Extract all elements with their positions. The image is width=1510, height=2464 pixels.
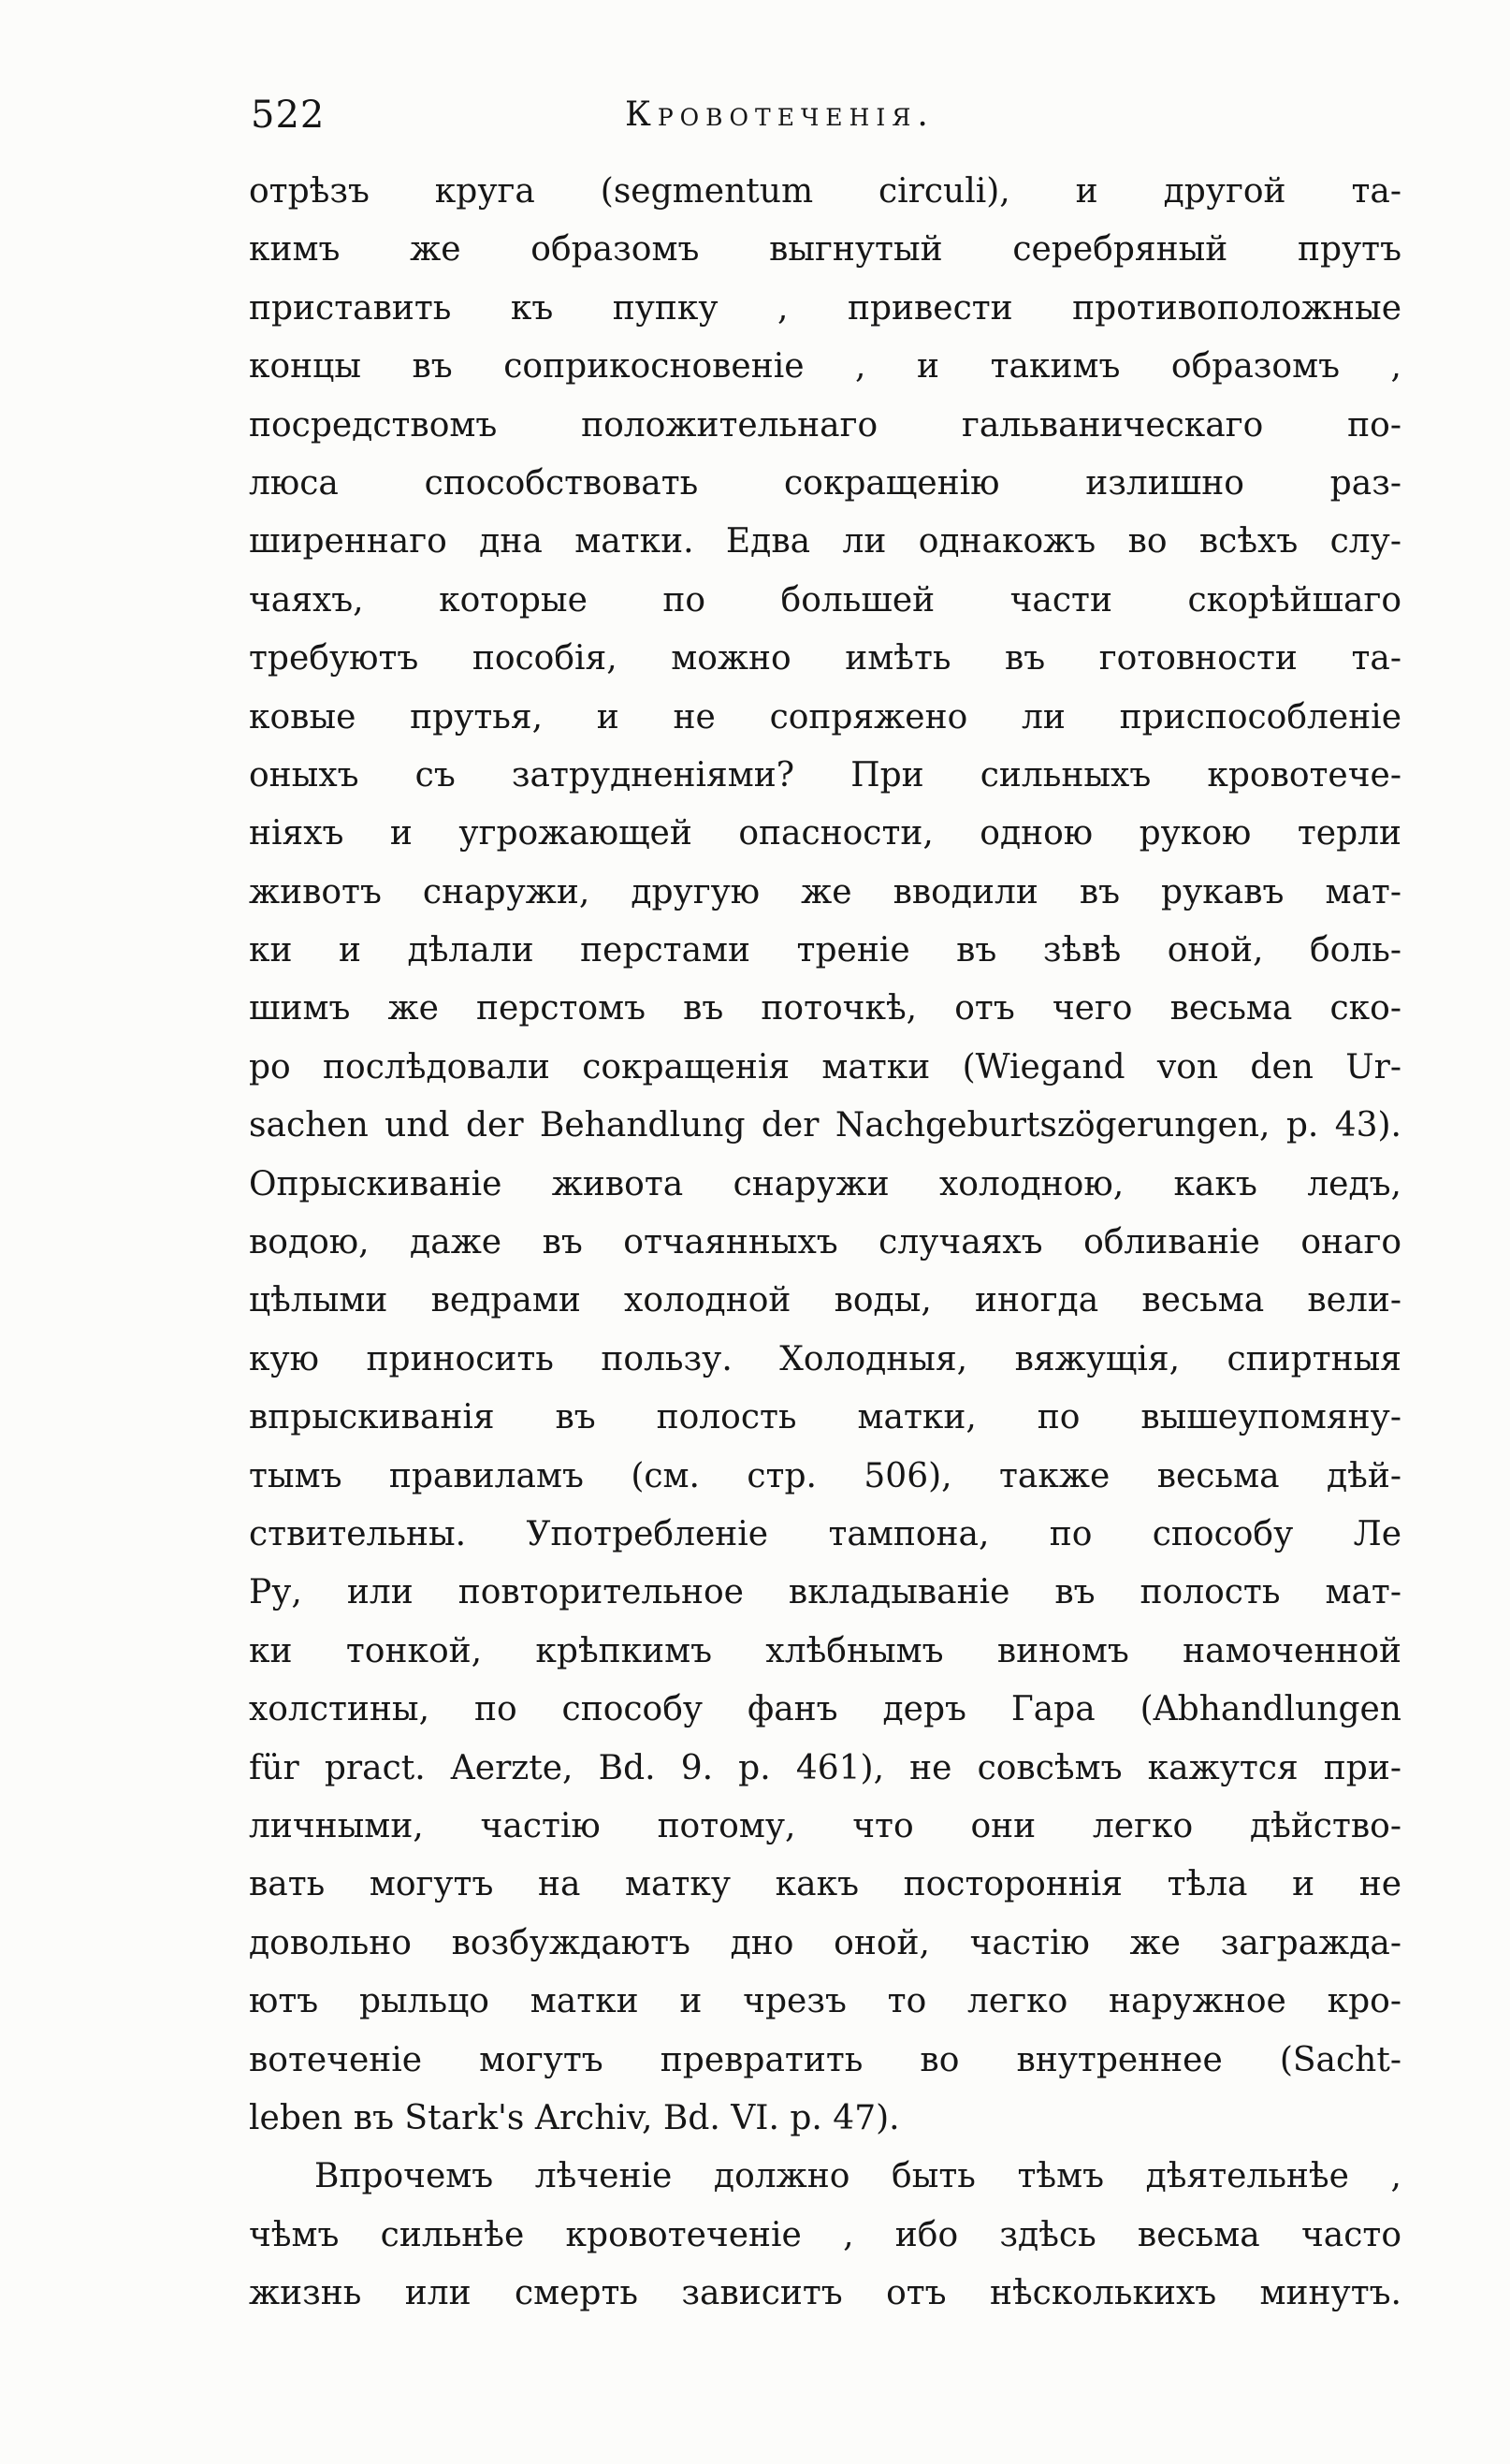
text-line: ки и дѣлали перстами треніе въ зѣвѣ оной, боль-: [249, 931, 1401, 970]
text-line: leben въ Stark's Archiv, Bd. VI. p. 47).: [249, 2098, 900, 2137]
text-line: sachen und der Behandlung der Nachgeburtszögerungen, p. 43).: [249, 1106, 1401, 1145]
text-line: Опрыскиваніе живота снаружи холодною, какъ ледъ,: [249, 1164, 1401, 1203]
text-line: требуютъ пособія, можно имѣть въ готовности та-: [249, 639, 1401, 678]
text-line: тымъ правиламъ (см. стр. 506), также весьма дѣй-: [249, 1456, 1401, 1495]
text-line: шимъ же перстомъ въ поточкѣ, отъ чего весьма ско-: [249, 989, 1401, 1028]
text-line: довольно возбуждаютъ дно оной, частію же загражда-: [249, 1923, 1401, 1962]
page-number: 522: [251, 94, 326, 137]
text-line: животъ снаружи, другую же вводили въ рукавъ мат-: [249, 872, 1401, 911]
text-line: ствительны. Употребленіе тампона, по способу Ле: [249, 1514, 1401, 1553]
text-line: посредствомъ положительнаго гальваническаго по-: [249, 405, 1401, 445]
text-line: für pract. Aerzte, Bd. 9. p. 461), не совсѣмъ кажутся при-: [249, 1748, 1401, 1787]
text-line: Ру, или повторительное вкладываніе въ полость мат-: [249, 1573, 1401, 1612]
text-line: кую приносить пользу. Холодныя, вяжущія, спиртныя: [249, 1339, 1401, 1378]
text-line: ніяхъ и угрожающей опасности, одною рукою терли: [249, 814, 1401, 853]
text-line: приставить къ пупку , привести противоположные: [249, 288, 1401, 328]
text-line: люса способствовать сокращенію излишно раз-: [249, 463, 1401, 503]
text-line: водою, даже въ отчаянныхъ случаяхъ обливаніе онаго: [249, 1223, 1401, 1262]
text-line: ковые прутья, и не сопряжено ли приспособленіе: [249, 697, 1401, 736]
text-line: холстины, по способу фанъ деръ Гара (Abhandlungen: [249, 1690, 1401, 1729]
body-text: [249, 163, 1401, 2323]
text-line: концы въ соприкосновеніе , и такимъ образомъ ,: [249, 347, 1401, 386]
running-title: Кровотеченія.: [625, 95, 935, 134]
text-line: ки тонкой, крѣпкимъ хлѣбнымъ виномъ намоченной: [249, 1631, 1401, 1670]
text-line: цѣлыми ведрами холодной воды, иногда весьма вели-: [249, 1281, 1401, 1320]
text-line: личными, частію потому, что они легко дѣйство-: [249, 1806, 1401, 1845]
text-line: чѣмъ сильнѣе кровотеченіе , ибо здѣсь весьма часто: [249, 2215, 1401, 2254]
text-line: оныхъ съ затрудненіями? При сильныхъ кровотече-: [249, 755, 1401, 795]
text-line: кимъ же образомъ выгнутый серебряный прутъ: [249, 230, 1401, 270]
text-line: вать могутъ на матку какъ постороннія тѣла и не: [249, 1865, 1401, 1904]
text-line: ро послѣдовали сокращенія матки (Wiegand von den Ur-: [249, 1047, 1401, 1086]
text-line: ютъ рыльцо матки и чрезъ то легко наружное кро-: [249, 1982, 1401, 2021]
page-header: [251, 94, 1398, 150]
text-line: чаяхъ, которые по большей части скорѣйшаго: [249, 580, 1401, 620]
text-line: впрыскиванія въ полость матки, по вышеупомяну-: [249, 1398, 1401, 1437]
text-line: отрѣзъ круга (segmentum circuli), и другой та-: [249, 172, 1401, 211]
text-line: жизнь или смерть зависитъ отъ нѣсколькихъ минутъ.: [249, 2274, 1401, 2313]
text-line: Впрочемъ лѣченіе должно быть тѣмъ дѣятельнѣе ,: [314, 2157, 1401, 2196]
text-line: вотеченіе могутъ превратить во внутреннее (Sacht-: [249, 2040, 1401, 2079]
text-line: ширеннаго дна матки. Едва ли однакожъ во всѣхъ слу-: [249, 522, 1401, 561]
